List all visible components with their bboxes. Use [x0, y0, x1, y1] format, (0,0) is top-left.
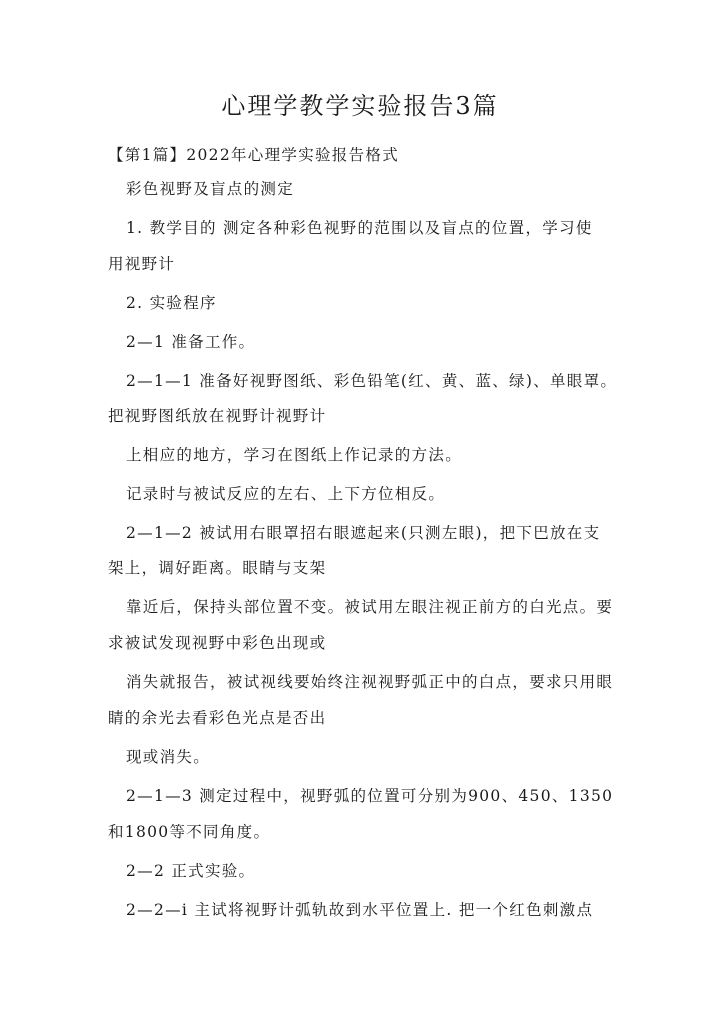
paragraph-line: 彩色视野及盲点的测定 — [126, 180, 295, 198]
paragraph-line: 上相应的地方，学习在图纸上作记录的方法。 — [126, 446, 463, 464]
paragraph-line: 现或消失。 — [126, 748, 211, 766]
paragraph-line: 消失就报告，被试视线要始终注视视野弧正中的白点，要求只用眼 — [126, 673, 614, 691]
paragraph-line: 2—1 准备工作。 — [126, 333, 256, 351]
paragraph-line: 和1800等不同角度。 — [108, 823, 271, 841]
paragraph-line: 1. 教学目的 测定各种彩色视野的范围以及盲点的位置，学习使 — [126, 219, 593, 237]
paragraph-line: 求被试发现视野中彩色出现或 — [108, 634, 327, 652]
paragraph-line: 2—1—1 准备好视野图纸、彩色铅笔(红、黄、蓝、绿)、单眼罩。 — [126, 372, 618, 390]
paragraph-line: 睛的余光去看彩色光点是否出 — [108, 709, 327, 727]
paragraph-line: 2—1—2 被试用右眼罩招右眼遮起来(只测左眼)，把下巴放在支 — [126, 524, 601, 542]
paragraph-line: 把视野图纸放在视野计视野计 — [108, 407, 327, 425]
document-title: 心理学教学实验报告3篇 — [221, 92, 499, 120]
paragraph-line: 靠近后，保持头部位置不变。被试用左眼注视正前方的白光点。要 — [126, 598, 614, 616]
paragraph-line: 用视野计 — [108, 255, 176, 273]
paragraph-line: 架上，调好距离。眼睛与支架 — [108, 559, 327, 577]
paragraph-line: 2—2—i 主试将视野计弧轨故到水平位置上. 把一个红色刺激点 — [126, 901, 594, 919]
section-heading: 【第1篇】2022年心理学实验报告格式 — [108, 146, 400, 164]
paragraph-line: 记录时与被试反应的左右、上下方位相反。 — [126, 485, 446, 503]
paragraph-line: 2—2 正式实验。 — [126, 862, 256, 880]
paragraph-line: 2—1—3 测定过程中，视野弧的位置可分别为900、450、1350 — [126, 787, 614, 805]
paragraph-line: 2. 实验程序 — [126, 294, 217, 312]
